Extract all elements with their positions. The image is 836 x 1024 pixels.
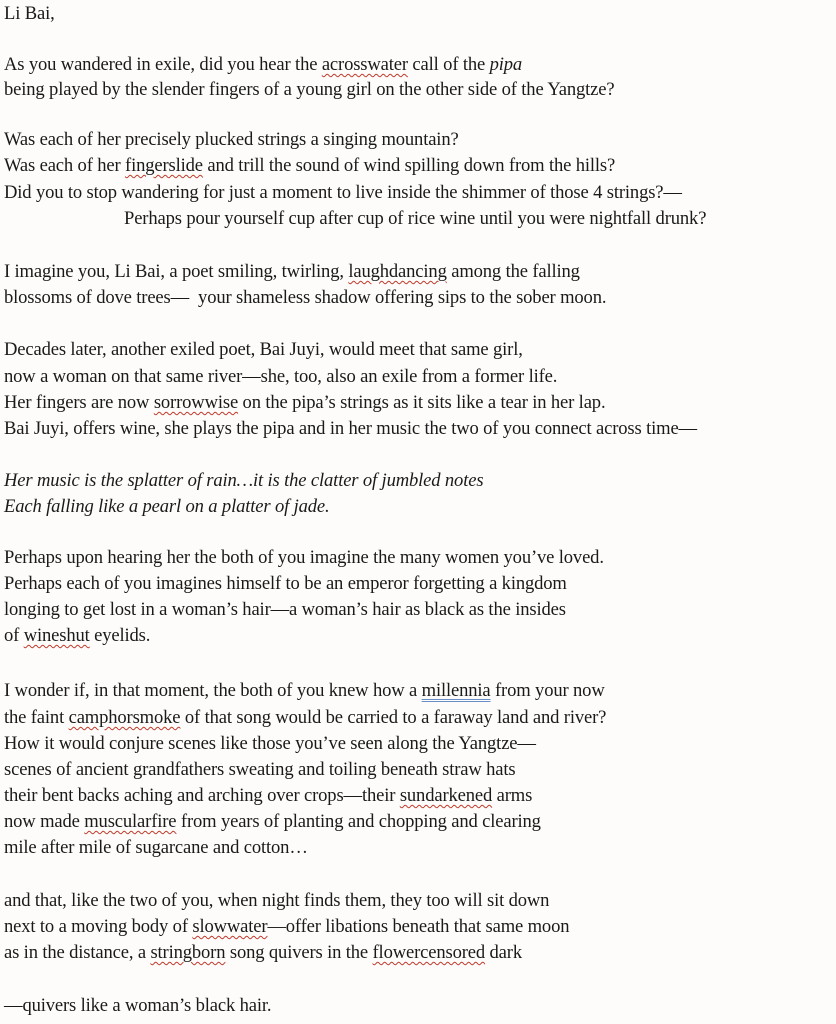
poem-line	[124, 208, 706, 230]
poem-line	[4, 599, 566, 621]
text-run: eyelids.	[89, 625, 151, 646]
spelling-flagged-word[interactable]: muscularfire	[84, 811, 177, 832]
poem-line	[4, 995, 271, 1017]
text-run: As you wandered in exile, did you hear the	[4, 54, 322, 75]
text-run: of that song would be carried to a faraway land and river?	[180, 707, 607, 728]
poem-line	[4, 837, 308, 859]
spelling-flagged-word[interactable]: fingerslide	[125, 155, 203, 176]
grammar-flagged-word[interactable]: millennia	[421, 680, 491, 701]
spelling-flagged-word[interactable]: laughdancing	[348, 261, 447, 282]
text-run: I wonder if, in that moment, the both of you knew how a	[4, 680, 422, 701]
poem-line	[4, 942, 522, 964]
text-run: —quivers like a woman’s black hair.	[4, 995, 272, 1016]
text-run: Bai Juyi, offers wine, she plays the pipa and in her music the two of you connect across time—	[4, 418, 697, 439]
text-run: being played by the slender fingers of a young girl on the other side of the Yangtze?	[4, 79, 615, 100]
text-run: now made	[4, 811, 85, 832]
poem-line	[4, 916, 569, 938]
poem-line	[4, 366, 557, 388]
poem-line	[4, 890, 549, 912]
text-run: of	[4, 625, 24, 646]
poem-line	[4, 547, 604, 569]
text-run: among the falling	[446, 261, 580, 282]
text-run: longing to get lost in a woman’s hair—a woman’s hair as black as the insides	[4, 599, 566, 620]
text-run: call of the	[407, 54, 490, 75]
text-run: and that, like the two of you, when night finds them, they too will sit down	[4, 890, 550, 911]
poem-line	[4, 287, 606, 309]
poem-line	[4, 470, 483, 492]
poem-line	[4, 339, 523, 361]
spelling-flagged-word[interactable]: stringborn	[150, 942, 226, 963]
text-run: Did you to stop wandering for just a moment to live inside the shimmer of those 4 strings?—	[4, 182, 682, 203]
text-run: from years of planting and chopping and clearing	[176, 811, 541, 832]
text-run: Each falling like a pearl on a platter of jade.	[4, 496, 330, 517]
poem-line	[4, 680, 605, 702]
text-run: mile after mile of sugarcane and cotton…	[4, 837, 308, 858]
poem-line	[4, 79, 615, 101]
poem-line	[4, 811, 541, 833]
poem-line	[4, 418, 697, 440]
text-run: and trill the sound of wind spilling down from the hills?	[202, 155, 616, 176]
text-run: I imagine you, Li Bai, a poet smiling, twirling,	[4, 261, 349, 282]
text-run: dark	[485, 942, 522, 963]
text-run: Perhaps upon hearing her the both of you imagine the many women you’ve loved.	[4, 547, 604, 568]
text-run: arms	[492, 785, 533, 806]
text-run: Perhaps each of you imagines himself to be an emperor forgetting a kingdom	[4, 573, 567, 594]
poem-line	[4, 54, 522, 76]
text-run: pipa	[489, 54, 523, 75]
text-run: as in the distance, a	[4, 942, 151, 963]
text-run: the faint	[4, 707, 69, 728]
spelling-flagged-word[interactable]: wineshut	[23, 625, 90, 646]
text-run: now a woman on that same river—she, too, also an exile from a former life.	[4, 366, 558, 387]
text-run: next to a moving body of	[4, 916, 193, 937]
text-run: song quivers in the	[225, 942, 373, 963]
spelling-flagged-word[interactable]: slowwater	[192, 916, 268, 937]
poem-line	[4, 392, 605, 414]
poem-line	[4, 261, 580, 283]
text-run: Perhaps pour yourself cup after cup of rice wine until you were nightfall drunk?	[124, 208, 707, 229]
spelling-flagged-word[interactable]: camphorsmoke	[68, 707, 181, 728]
spelling-flagged-word[interactable]: acrosswater	[321, 54, 408, 75]
salutation: Li Bai,	[4, 3, 55, 24]
text-run: blossoms of dove trees— your shameless shadow offering sips to the sober moon.	[4, 287, 607, 308]
text-run: How it would conjure scenes like those you’ve seen along the Yangtze—	[4, 733, 536, 754]
spelling-flagged-word[interactable]: sorrowwise	[153, 392, 239, 413]
text-run: their bent backs aching and arching over crops—their	[4, 785, 400, 806]
poem-line	[4, 129, 459, 151]
poem-line	[4, 785, 532, 807]
text-run: scenes of ancient grandfathers sweating and toiling beneath straw hats	[4, 759, 516, 780]
poem-line	[4, 707, 606, 729]
text-run: on the pipa’s strings as it sits like a tear in her lap.	[238, 392, 606, 413]
text-run: Decades later, another exiled poet, Bai Juyi, would meet that same girl,	[4, 339, 523, 360]
poem-line	[4, 625, 150, 647]
text-run: Her fingers are now	[4, 392, 154, 413]
poem-line	[4, 759, 516, 781]
spelling-flagged-word[interactable]: flowercensored	[372, 942, 486, 963]
poem-line	[4, 182, 682, 204]
poem-line	[4, 496, 330, 518]
text-run: Her music is the splatter of rain…it is the clatter of jumbled notes	[4, 470, 484, 491]
poem-line	[4, 573, 567, 595]
poem-line	[4, 733, 536, 755]
spelling-flagged-word[interactable]: sundarkened	[399, 785, 493, 806]
text-run: Was each of her	[4, 155, 126, 176]
text-run: ––offer libations beneath that same moon	[267, 916, 570, 937]
text-run: from your now	[490, 680, 605, 701]
text-run: Was each of her precisely plucked strings a singing mountain?	[4, 129, 459, 150]
poem-line	[4, 155, 615, 177]
